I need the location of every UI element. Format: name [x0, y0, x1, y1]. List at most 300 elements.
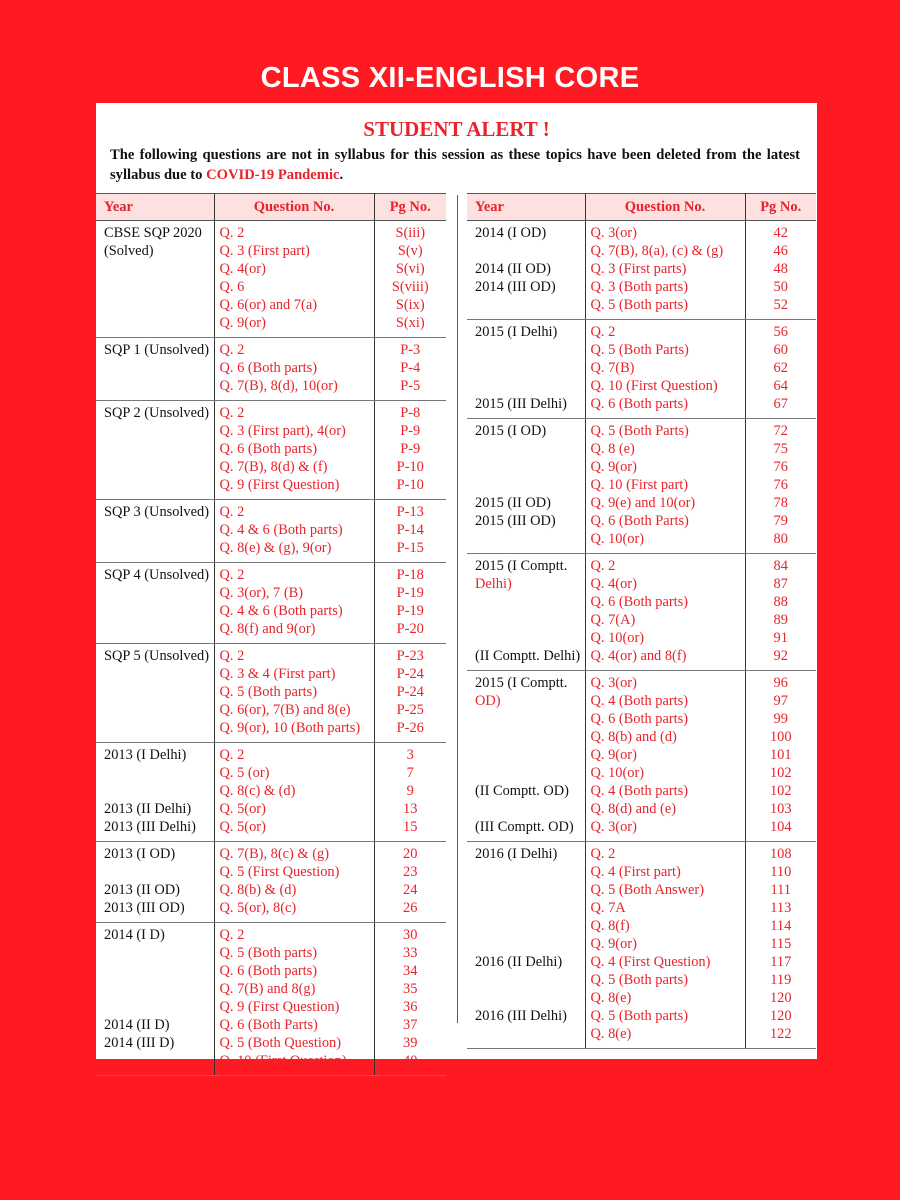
page-text: P-23 — [396, 648, 424, 664]
year-text — [475, 296, 585, 314]
year-text: 2015 (III Delhi) — [475, 396, 567, 412]
table-row — [467, 320, 816, 419]
question-text: Q. 10 (First Question) — [219, 1053, 347, 1069]
question-cell — [214, 644, 374, 743]
page-text: 76 — [773, 477, 788, 493]
question-text: Q. 10(or) — [590, 765, 645, 781]
year-text — [104, 359, 214, 377]
year-cell — [467, 320, 585, 419]
page-text: 102 — [769, 783, 792, 799]
question-text: Q. 6 (Both parts) — [590, 594, 689, 610]
page-cell — [374, 221, 446, 338]
page-text: 119 — [770, 972, 792, 988]
year-text — [475, 917, 585, 935]
year-text: (II Comptt. OD) — [475, 783, 569, 799]
question-text: Q. 2 — [219, 504, 245, 520]
year-text — [475, 1025, 585, 1043]
year-text — [475, 863, 585, 881]
question-text: Q. 9(or) — [590, 747, 637, 763]
question-text: Q. 8(b) & (d) — [219, 882, 297, 898]
question-text: Q. 4 (Both parts) — [590, 693, 689, 709]
question-cell — [214, 842, 374, 923]
page-text: P-20 — [396, 621, 424, 637]
question-text: Q. 7(B) and 8(g) — [219, 981, 316, 997]
page-text: 99 — [773, 711, 788, 727]
left-syllabus-table — [96, 193, 446, 1076]
question-text: Q. 3(or) — [590, 675, 637, 691]
question-text: Q. 5 (Both parts) — [590, 297, 689, 313]
question-text: Q. 9(e) and 10(or) — [590, 495, 696, 511]
page-text: P-19 — [396, 603, 424, 619]
question-cell — [214, 563, 374, 644]
page-text: S(ix) — [395, 297, 425, 313]
page-text: 60 — [773, 342, 788, 358]
page-cell — [374, 923, 446, 1076]
year-text — [104, 440, 214, 458]
right-syllabus-table — [467, 193, 816, 1049]
page-text: 97 — [773, 693, 788, 709]
year-text — [104, 719, 214, 737]
question-text: Q. 8(e) & (g), 9(or) — [219, 540, 332, 556]
intro-text: The following questions are not in syllabus for this session as these topics have been deleted from the latest syllabus due to — [110, 147, 800, 183]
page-text: P-4 — [400, 360, 421, 376]
page-text: 110 — [770, 864, 792, 880]
year-text — [104, 458, 214, 476]
page-text: P-19 — [396, 585, 424, 601]
question-text: Q. 8 (e) — [590, 441, 635, 457]
right-table-body — [467, 221, 816, 1049]
page-text: 42 — [773, 225, 788, 241]
page-cell — [745, 221, 816, 320]
question-text: Q. 3(or), 7 (B) — [219, 585, 304, 601]
question-cell — [214, 401, 374, 500]
table-header-row — [467, 194, 816, 221]
page-text: P-9 — [400, 423, 421, 439]
year-text — [475, 458, 585, 476]
col-year-header: Year — [467, 194, 585, 221]
intro-end: . — [339, 167, 344, 183]
page-text: S(vi) — [395, 261, 425, 277]
page-cell — [745, 419, 816, 554]
table-row — [96, 338, 446, 401]
question-text: Q. 6 (Both Parts) — [590, 513, 689, 529]
page-cell — [745, 842, 816, 1049]
question-text: Q. 6 (Both parts) — [590, 396, 689, 412]
page-text: 113 — [770, 900, 792, 916]
page-text: 50 — [773, 279, 788, 295]
year-text — [104, 620, 214, 638]
question-text: Q. 6 (Both parts) — [219, 441, 318, 457]
year-text: 2014 (III D) — [104, 1035, 175, 1051]
page-text: S(iii) — [395, 225, 426, 241]
page-text: 80 — [773, 531, 788, 547]
year-text: CBSE SQP 2020 — [104, 225, 202, 241]
table-row — [467, 671, 816, 842]
question-text: Q. 4 & 6 (Both parts) — [219, 522, 343, 538]
year-text — [475, 728, 585, 746]
year-text — [475, 800, 585, 818]
year-text — [104, 278, 214, 296]
page-text: 15 — [403, 819, 418, 835]
year-text: 2015 (I OD) — [475, 423, 547, 439]
page-text: 67 — [773, 396, 788, 412]
page-text: P-15 — [396, 540, 424, 556]
question-cell — [585, 320, 745, 419]
question-text: Q. 3 (First part), 4(or) — [219, 423, 346, 439]
table-row — [467, 842, 816, 1049]
page-text: 9 — [406, 783, 414, 799]
question-text: Q. 7(A) — [590, 612, 636, 628]
year-cell — [96, 644, 214, 743]
year-text — [104, 863, 214, 881]
question-text: Q. 4 & 6 (Both parts) — [219, 603, 343, 619]
question-text: Q. 9 (First Question) — [219, 999, 340, 1015]
year-text — [104, 584, 214, 602]
year-cell — [96, 500, 214, 563]
year-text — [104, 1052, 214, 1070]
year-text: 2015 (I Delhi) — [475, 324, 558, 340]
page-text: 91 — [773, 630, 788, 646]
page-text: P-24 — [396, 666, 424, 682]
year-cell — [467, 221, 585, 320]
question-cell — [585, 554, 745, 671]
question-text: Q. 5 (Both parts) — [219, 945, 318, 961]
question-text: Q. 8(f) — [590, 918, 630, 934]
year-text — [104, 665, 214, 683]
table-row — [96, 500, 446, 563]
page-cell — [745, 671, 816, 842]
question-text: Q. 5 (Both parts) — [590, 972, 689, 988]
year-text: SQP 3 (Unsolved) — [104, 504, 209, 520]
year-text — [475, 989, 585, 1007]
year-text — [104, 260, 214, 278]
column-divider — [457, 195, 458, 1023]
col-question-header: Question No. — [585, 194, 745, 221]
year-text — [475, 341, 585, 359]
question-cell — [214, 923, 374, 1076]
page-text: 40 — [403, 1053, 418, 1069]
question-text: Q. 3(or) — [590, 225, 637, 241]
table-row — [467, 419, 816, 554]
question-text: Q. 6 (Both parts) — [219, 360, 318, 376]
student-alert-title: STUDENT ALERT ! — [363, 117, 550, 141]
year-text: 2013 (III OD) — [104, 900, 185, 916]
page-text: 62 — [773, 360, 788, 376]
question-cell — [214, 221, 374, 338]
question-text: Q. 5 (First Question) — [219, 864, 340, 880]
year-text: 2013 (I OD) — [104, 846, 176, 862]
year-text: 2013 (III Delhi) — [104, 819, 196, 835]
table-header-row — [96, 194, 446, 221]
question-cell — [585, 671, 745, 842]
question-text: Q. 4(or) — [219, 261, 266, 277]
page-text: P-13 — [396, 504, 424, 520]
page-text: 36 — [403, 999, 418, 1015]
year-text — [475, 476, 585, 494]
table-row — [96, 842, 446, 923]
question-text: Q. 6(or) and 7(a) — [219, 297, 317, 313]
year-cell — [96, 401, 214, 500]
year-text: 2014 (III OD) — [475, 279, 556, 295]
page-text: 120 — [769, 1008, 792, 1024]
page-text: 102 — [769, 765, 792, 781]
question-text: Q. 3 (First parts) — [590, 261, 687, 277]
question-text: Q. 8(d) and (e) — [590, 801, 677, 817]
page-text: 78 — [773, 495, 788, 511]
question-cell — [585, 221, 745, 320]
year-text: 2014 (II D) — [104, 1017, 170, 1033]
page-text: 56 — [773, 324, 788, 340]
page-text: 64 — [773, 378, 788, 394]
year-text — [104, 683, 214, 701]
question-text: Q. 6 — [219, 279, 245, 295]
year-text: 2016 (III Delhi) — [475, 1008, 567, 1024]
year-text: SQP 2 (Unsolved) — [104, 405, 209, 421]
question-text: Q. 10 (First part) — [590, 477, 689, 493]
year-text — [104, 944, 214, 962]
intro-paragraph — [110, 145, 800, 185]
question-text: Q. 8(f) and 9(or) — [219, 621, 316, 637]
year-text — [475, 881, 585, 899]
page-text: P-26 — [396, 720, 424, 736]
page-text: 34 — [403, 963, 418, 979]
year-text — [475, 764, 585, 782]
year-text — [104, 782, 214, 800]
left-table-body — [96, 221, 446, 1076]
question-text: Q. 2 — [219, 927, 245, 943]
year-cell — [96, 923, 214, 1076]
table-row — [96, 221, 446, 338]
question-text: Q. 3(or) — [590, 819, 637, 835]
page-text: 89 — [773, 612, 788, 628]
page-text: 39 — [403, 1035, 418, 1051]
question-text: Q. 5 (Both Answer) — [590, 882, 705, 898]
page-cell — [374, 842, 446, 923]
col-page-header: Pg No. — [745, 194, 816, 221]
page-cell — [374, 743, 446, 842]
year-text — [104, 701, 214, 719]
year-text: (II Comptt. Delhi) — [475, 648, 581, 664]
year-text — [475, 242, 585, 260]
page-cell — [374, 401, 446, 500]
page-text: 101 — [769, 747, 792, 763]
page-text: 52 — [773, 297, 788, 313]
page-cell — [374, 563, 446, 644]
question-text: Q. 7(B) — [590, 360, 635, 376]
question-text: Q. 5(or) — [219, 801, 266, 817]
year-text: OD) — [475, 693, 501, 709]
year-text: 2015 (I Comptt. — [475, 675, 568, 691]
table-row — [467, 221, 816, 320]
question-cell — [214, 743, 374, 842]
page-text: 96 — [773, 675, 788, 691]
page-text: 115 — [770, 936, 792, 952]
year-text: 2015 (II OD) — [475, 495, 551, 511]
col-page-header: Pg No. — [374, 194, 446, 221]
page-text: 23 — [403, 864, 418, 880]
year-text — [104, 998, 214, 1016]
year-cell — [96, 842, 214, 923]
table-row — [96, 563, 446, 644]
question-text: Q. 2 — [219, 567, 245, 583]
year-text — [104, 296, 214, 314]
page-text: 75 — [773, 441, 788, 457]
page-text: 111 — [770, 882, 792, 898]
page-text: 120 — [769, 990, 792, 1006]
page-text: 35 — [403, 981, 418, 997]
year-text: 2016 (I Delhi) — [475, 846, 558, 862]
question-cell — [585, 842, 745, 1049]
question-text: Q. 5(or) — [219, 819, 266, 835]
question-text: Q. 3 (First part) — [219, 243, 310, 259]
question-text: Q. 2 — [219, 405, 245, 421]
question-text: Q. 3 (Both parts) — [590, 279, 689, 295]
table-row — [96, 743, 446, 842]
year-cell — [467, 554, 585, 671]
col-year-header: Year — [96, 194, 214, 221]
page-text: 24 — [403, 882, 418, 898]
year-text — [104, 962, 214, 980]
question-text: Q. 5(or), 8(c) — [219, 900, 297, 916]
year-text: 2014 (I OD) — [475, 225, 547, 241]
year-cell — [96, 563, 214, 644]
page-text: 33 — [403, 945, 418, 961]
page-text: 104 — [769, 819, 792, 835]
page-text: 46 — [773, 243, 788, 259]
page-header-title: CLASS XII-ENGLISH CORE — [260, 62, 640, 94]
year-text: 2014 (I D) — [104, 927, 165, 943]
page-text: 100 — [769, 729, 792, 745]
question-text: Q. 7(B), 8(d), 10(or) — [219, 378, 338, 394]
question-text: Q. 5 (Both Parts) — [590, 423, 689, 439]
page-text: 79 — [773, 513, 788, 529]
table-row — [96, 401, 446, 500]
year-text: (Solved) — [104, 243, 154, 259]
question-text: Q. 5 (Both parts) — [219, 684, 318, 700]
question-cell — [214, 500, 374, 563]
question-text: Q. 9(or) — [590, 936, 637, 952]
table-row — [96, 923, 446, 1076]
page-text: 13 — [403, 801, 418, 817]
question-text: Q. 2 — [590, 846, 616, 862]
year-text — [104, 521, 214, 539]
question-text: Q. 3 & 4 (First part) — [219, 666, 336, 682]
page-text: 48 — [773, 261, 788, 277]
year-text: 2013 (II OD) — [104, 882, 180, 898]
year-text — [475, 899, 585, 917]
page-text: 87 — [773, 576, 788, 592]
question-text: Q. 2 — [219, 648, 245, 664]
page-text: 26 — [403, 900, 418, 916]
question-text: Q. 10 (First Question) — [590, 378, 718, 394]
page-text: 20 — [403, 846, 418, 862]
page-text: P-3 — [400, 342, 421, 358]
question-text: Q. 4 (Both parts) — [590, 783, 689, 799]
question-text: Q. 2 — [590, 558, 616, 574]
page-text: 30 — [403, 927, 418, 943]
page-text: 7 — [406, 765, 414, 781]
year-text — [475, 593, 585, 611]
year-cell — [467, 671, 585, 842]
page-cell — [745, 320, 816, 419]
year-text — [104, 602, 214, 620]
year-text — [475, 440, 585, 458]
year-cell — [467, 419, 585, 554]
year-text: 2015 (I Comptt. — [475, 558, 568, 574]
year-text: Delhi) — [475, 576, 512, 592]
question-text: Q. 8(e) — [590, 1026, 632, 1042]
question-text: Q. 5 (or) — [219, 765, 270, 781]
year-text — [475, 746, 585, 764]
question-text: Q. 7A — [590, 900, 626, 916]
page-cell — [374, 500, 446, 563]
question-text: Q. 9 (First Question) — [219, 477, 340, 493]
question-text: Q. 4(or) — [590, 576, 637, 592]
page-text: 114 — [770, 918, 792, 934]
year-text: SQP 5 (Unsolved) — [104, 648, 209, 664]
year-text — [104, 539, 214, 557]
year-text — [104, 476, 214, 494]
col-question-header: Question No. — [214, 194, 374, 221]
page-text: 103 — [769, 801, 792, 817]
year-text: 2016 (II Delhi) — [475, 954, 563, 970]
question-text: Q. 2 — [590, 324, 616, 340]
page-text: 92 — [773, 648, 788, 664]
page-text: 108 — [769, 846, 792, 862]
page-text: 3 — [406, 747, 414, 763]
question-text: Q. 9(or) — [590, 459, 637, 475]
question-text: Q. 10(or) — [590, 531, 645, 547]
page-text: P-9 — [400, 441, 421, 457]
question-cell — [214, 338, 374, 401]
question-text: Q. 5 (Both Parts) — [590, 342, 689, 358]
question-text: Q. 4 (First Question) — [590, 954, 711, 970]
question-text: Q. 8(c) & (d) — [219, 783, 296, 799]
year-text: SQP 4 (Unsolved) — [104, 567, 209, 583]
year-text: (III Comptt. OD) — [475, 819, 574, 835]
question-text: Q. 2 — [219, 747, 245, 763]
page-text: P-5 — [400, 378, 421, 394]
year-text — [104, 377, 214, 395]
year-cell — [96, 221, 214, 338]
page-text: S(xi) — [395, 315, 425, 331]
year-text — [475, 377, 585, 395]
question-text: Q. 5 (Both Question) — [219, 1035, 342, 1051]
page-text: 72 — [773, 423, 788, 439]
question-text: Q. 6 (Both Parts) — [219, 1017, 318, 1033]
page-text: 88 — [773, 594, 788, 610]
year-text — [104, 764, 214, 782]
year-cell — [467, 842, 585, 1049]
page-text: 117 — [770, 954, 792, 970]
question-text: Q. 6(or), 7(B) and 8(e) — [219, 702, 351, 718]
page-cell — [374, 644, 446, 743]
question-text: Q. 2 — [219, 342, 245, 358]
year-text — [475, 971, 585, 989]
year-text: 2014 (II OD) — [475, 261, 551, 277]
page-text: S(viii) — [391, 279, 429, 295]
page-text: S(v) — [397, 243, 423, 259]
year-text — [475, 935, 585, 953]
year-text — [475, 359, 585, 377]
year-text — [104, 314, 214, 332]
question-cell — [585, 419, 745, 554]
year-text — [475, 710, 585, 728]
year-text — [475, 611, 585, 629]
question-text: Q. 7(B), 8(a), (c) & (g) — [590, 243, 724, 259]
year-text — [104, 980, 214, 998]
question-text: Q. 9(or) — [219, 315, 266, 331]
